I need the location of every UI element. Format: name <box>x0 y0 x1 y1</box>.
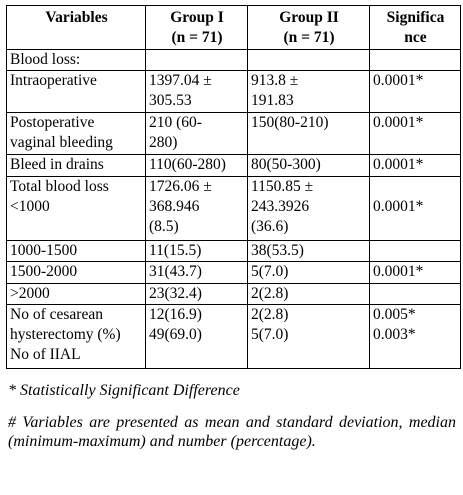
cell-group-2 <box>248 284 370 305</box>
results-table <box>6 5 461 369</box>
cell-variable <box>7 113 146 155</box>
table-row <box>7 50 461 71</box>
table-row <box>7 177 461 241</box>
cell-variable-text: Postoperative <box>10 114 95 131</box>
significance-footnote: * Statistically Significant Difference <box>8 382 240 399</box>
cell-variable-text: Bleed in drains <box>10 156 104 173</box>
table-row <box>7 305 461 369</box>
cell-variable-text: vaginal bleeding <box>10 134 113 151</box>
cell-variable-text: Total blood loss <box>10 178 109 195</box>
cell-variable-text: 1500-2000 <box>10 263 78 280</box>
cell-group-1-text: 23(32.4) <box>149 285 202 302</box>
cell-group-2-text: 2(2.8) <box>251 306 289 323</box>
cell-group-1-text: 49(69.0) <box>149 326 202 343</box>
table-row <box>7 71 461 113</box>
table-row <box>7 284 461 305</box>
cell-group-1 <box>146 71 248 113</box>
document-page <box>6 5 459 464</box>
table-row <box>7 155 461 177</box>
header-variables-label: Variables <box>45 9 108 26</box>
cell-variable-text: hysterectomy (%) <box>10 326 121 343</box>
cell-group-2-text: 150(80-210) <box>251 114 329 131</box>
cell-group-2-text: 913.8 ± <box>251 72 299 89</box>
header-group-2 <box>248 6 370 50</box>
cell-group-1-text: 1397.04 ± <box>149 72 212 89</box>
header-significance-line1: Significa <box>386 9 445 26</box>
header-group-1-name: Group I <box>170 9 224 26</box>
cell-group-2-text: 5(7.0) <box>251 326 289 343</box>
cell-significance-text: 0.0001* <box>373 72 424 89</box>
cell-group-1 <box>146 305 248 369</box>
cell-group-2-text: 5(7.0) <box>251 263 289 280</box>
cell-variable <box>7 284 146 305</box>
cell-significance <box>370 241 461 262</box>
cell-significance <box>370 155 461 177</box>
table-row <box>7 241 461 262</box>
cell-significance <box>370 177 461 241</box>
cell-group-2 <box>248 305 370 369</box>
cell-group-2 <box>248 241 370 262</box>
cell-group-1 <box>146 241 248 262</box>
cell-group-2-text: 80(50-300) <box>251 156 321 173</box>
cell-variable <box>7 50 146 71</box>
cell-group-2 <box>248 155 370 177</box>
variables-footnote: # Variables are presented as mean and standard deviation, median (minimum-maximum) and number (percentage). <box>8 413 456 450</box>
cell-group-1-text: 31(43.7) <box>149 263 202 280</box>
cell-variable <box>7 262 146 284</box>
cell-group-2-text: 1150.85 ± <box>251 178 314 195</box>
cell-group-1-text: 280) <box>149 134 178 151</box>
header-group-2-n: (n = 71) <box>283 29 335 46</box>
cell-significance <box>370 262 461 284</box>
cell-significance <box>370 284 461 305</box>
header-significance-line2: nce <box>404 29 427 46</box>
cell-significance-text: 0.0001* <box>373 198 424 215</box>
cell-group-2-text: (36.6) <box>251 218 289 235</box>
cell-group-1-text: 305.53 <box>149 92 192 109</box>
cell-group-1-text: 1726.06 ± <box>149 178 212 195</box>
cell-significance <box>370 305 461 369</box>
cell-group-1 <box>146 113 248 155</box>
cell-variable-text: Intraoperative <box>10 72 97 89</box>
cell-significance <box>370 71 461 113</box>
table-body <box>7 50 461 369</box>
cell-group-2 <box>248 177 370 241</box>
cell-variable-text: <1000 <box>10 198 50 215</box>
header-group-1 <box>146 6 248 50</box>
cell-variable <box>7 155 146 177</box>
cell-group-1-text: 110(60-280) <box>149 156 226 173</box>
cell-variable-text: No of IIAL <box>10 346 81 363</box>
cell-group-2 <box>248 71 370 113</box>
cell-variable <box>7 241 146 262</box>
table-notes <box>6 381 456 452</box>
cell-group-1 <box>146 177 248 241</box>
cell-group-1-text: 11(15.5) <box>149 242 202 259</box>
cell-group-1-text: (8.5) <box>149 218 179 235</box>
cell-group-1-text: 12(16.9) <box>149 306 202 323</box>
cell-significance-text: 0.003* <box>373 326 416 343</box>
cell-group-2 <box>248 262 370 284</box>
table-row <box>7 113 461 155</box>
cell-significance <box>370 50 461 71</box>
cell-variable-text: 1000-1500 <box>10 242 78 259</box>
table-header-row <box>7 6 461 50</box>
cell-group-2 <box>248 50 370 71</box>
cell-significance-text: 0.0001* <box>373 263 424 280</box>
cell-group-1 <box>146 284 248 305</box>
cell-group-2-text: 243.3926 <box>251 198 310 215</box>
cell-significance-text: 0.0001* <box>373 156 424 173</box>
header-significance <box>370 6 461 50</box>
cell-group-2-text: 38(53.5) <box>251 242 304 259</box>
cell-significance-text: 0.0001* <box>373 114 424 131</box>
header-group-1-n: (n = 71) <box>171 29 223 46</box>
cell-significance-text: 0.005* <box>373 306 416 323</box>
cell-variable-text: Blood loss: <box>10 51 81 68</box>
cell-group-1 <box>146 155 248 177</box>
cell-variable <box>7 305 146 369</box>
cell-significance <box>370 113 461 155</box>
cell-group-1-text: 210 (60- <box>149 114 202 131</box>
cell-group-1 <box>146 262 248 284</box>
cell-group-2-text: 191.83 <box>251 92 294 109</box>
cell-variable <box>7 71 146 113</box>
header-variables <box>7 6 146 50</box>
cell-group-2 <box>248 113 370 155</box>
cell-variable-text: No of cesarean <box>10 306 103 323</box>
cell-group-1-text: 368.946 <box>149 198 200 215</box>
header-group-2-name: Group II <box>279 9 339 26</box>
table-row <box>7 262 461 284</box>
cell-variable-text: >2000 <box>10 285 50 302</box>
cell-variable <box>7 177 146 241</box>
cell-group-1 <box>146 50 248 71</box>
cell-group-2-text: 2(2.8) <box>251 285 289 302</box>
